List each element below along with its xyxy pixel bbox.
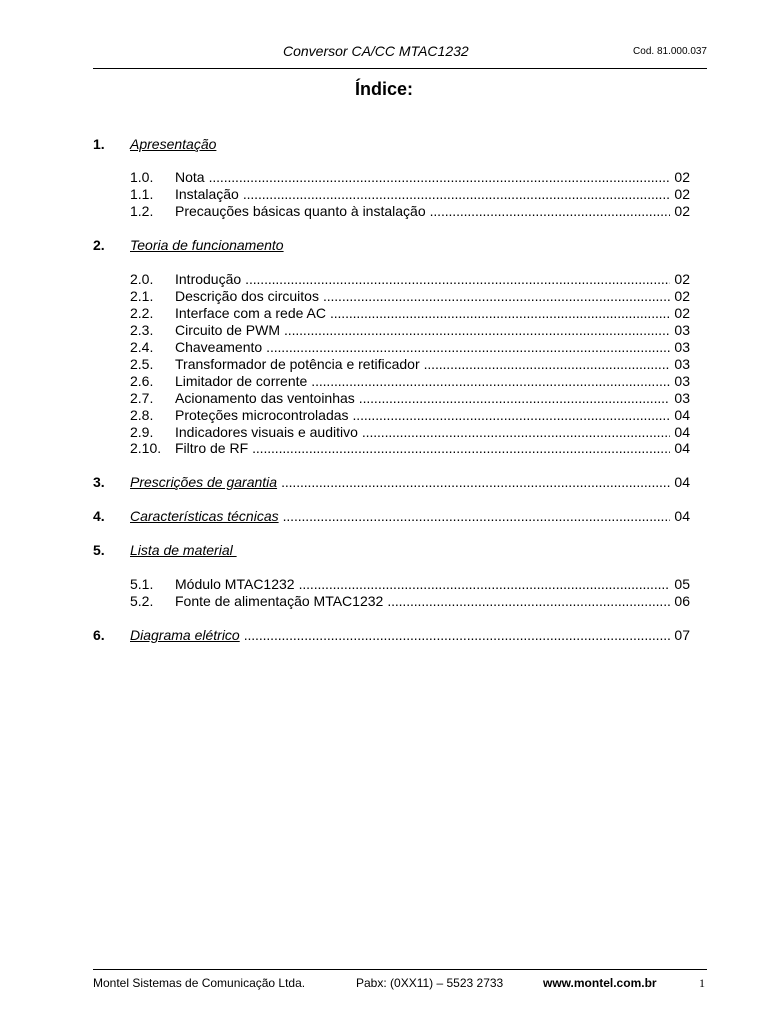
toc-section-caracteristicas[interactable] <box>93 507 690 525</box>
dot-leader <box>311 372 670 390</box>
entry-title[interactable]: Introdução <box>175 271 242 287</box>
dot-leader <box>244 626 671 644</box>
toc-section-apresentacao[interactable] <box>93 135 690 153</box>
entry-title[interactable]: Circuito de PWM <box>175 322 281 338</box>
dot-leader <box>299 575 671 593</box>
entry-number: 2.8. <box>130 407 154 423</box>
section-title[interactable]: Diagrama elétrico <box>130 627 240 643</box>
entry-title[interactable]: Acionamento das ventoinhas <box>175 390 355 406</box>
toc-entry-introducao[interactable] <box>130 270 690 288</box>
footer-divider <box>93 969 707 970</box>
document-code: Cod. 81.000.037 <box>633 46 707 57</box>
entry-number: 2.7. <box>130 390 154 406</box>
dot-leader <box>245 270 670 288</box>
entry-title[interactable]: Proteções microcontroladas <box>175 407 349 423</box>
dot-leader <box>266 338 670 356</box>
toc-entry-protecoes[interactable] <box>130 406 690 424</box>
entry-title[interactable]: Indicadores visuais e auditivo <box>175 424 358 440</box>
toc-section-garantia[interactable] <box>93 473 690 491</box>
toc-entry-limitador[interactable] <box>130 372 690 390</box>
entry-page: 04 <box>674 407 690 423</box>
entry-title[interactable]: Chaveamento <box>175 339 263 355</box>
page-number: 1 <box>699 976 705 990</box>
toc-entry-fonte[interactable] <box>130 592 690 610</box>
toc-entry-filtro-rf[interactable] <box>130 439 690 457</box>
dot-leader <box>252 439 670 457</box>
entry-title[interactable]: Interface com a rede AC <box>175 305 326 321</box>
section-title[interactable]: Teoria de funcionamento <box>130 237 284 253</box>
toc-entry-interface[interactable] <box>130 304 690 322</box>
entry-title[interactable]: Descrição dos circuitos <box>175 288 319 304</box>
dot-leader <box>243 185 671 203</box>
section-number: 6. <box>93 627 105 643</box>
toc-entry-ventoinhas[interactable] <box>130 389 690 407</box>
dot-leader <box>209 168 671 186</box>
entry-page: 05 <box>674 576 690 592</box>
entry-page: 02 <box>674 186 690 202</box>
entry-number: 5.1. <box>130 576 154 592</box>
entry-page: 03 <box>674 373 690 389</box>
dot-leader <box>424 355 671 373</box>
entry-title[interactable]: Filtro de RF <box>175 440 249 456</box>
entry-page: 02 <box>674 203 690 219</box>
entry-number: 2.6. <box>130 373 154 389</box>
entry-title[interactable]: Transformador de potência e retificador <box>175 356 420 372</box>
entry-page: 03 <box>674 390 690 406</box>
entry-number: 2.1. <box>130 288 154 304</box>
toc-entry-precaucoes[interactable] <box>130 202 690 220</box>
dot-leader <box>284 321 670 339</box>
dot-leader <box>330 304 670 322</box>
toc-section-teoria[interactable] <box>93 236 690 254</box>
entry-number: 1.1. <box>130 186 154 202</box>
entry-number: 2.2. <box>130 305 154 321</box>
entry-page: 06 <box>674 593 690 609</box>
section-number: 1. <box>93 136 105 152</box>
document-title: Conversor CA/CC MTAC1232 <box>283 43 469 59</box>
section-page: 04 <box>674 508 690 524</box>
section-page: 07 <box>674 627 690 643</box>
entry-number: 2.5. <box>130 356 154 372</box>
section-title[interactable]: Apresentação <box>130 136 217 152</box>
toc-entry-transformador[interactable] <box>130 355 690 373</box>
entry-number: 2.0. <box>130 271 154 287</box>
entry-title[interactable]: Módulo MTAC1232 <box>175 576 295 592</box>
entry-page: 04 <box>674 424 690 440</box>
toc-section-diagrama[interactable] <box>93 626 690 644</box>
section-title[interactable]: Características técnicas <box>130 508 279 524</box>
entry-page: 03 <box>674 339 690 355</box>
section-number: 3. <box>93 474 105 490</box>
website-link[interactable]: www.montel.com.br <box>543 976 657 990</box>
page-title: Índice: <box>354 79 413 99</box>
section-page: 04 <box>674 474 690 490</box>
entry-number: 2.9. <box>130 424 154 440</box>
section-title[interactable]: Lista de material <box>130 542 237 558</box>
phone-number: Pabx: (0XX11) – 5523 2733 <box>356 976 504 990</box>
section-title[interactable]: Prescrições de garantia <box>130 474 278 490</box>
entry-page: 02 <box>674 288 690 304</box>
entry-page: 03 <box>674 322 690 338</box>
entry-title[interactable]: Instalação <box>175 186 239 202</box>
toc-entry-pwm[interactable] <box>130 321 690 339</box>
entry-title[interactable]: Precauções básicas quanto à instalação <box>175 203 426 219</box>
entry-page: 02 <box>674 305 690 321</box>
dot-leader <box>430 202 671 220</box>
dot-leader <box>353 406 671 424</box>
company-name: Montel Sistemas de Comunicação Ltda. <box>93 976 306 990</box>
entry-page: 02 <box>674 271 690 287</box>
dot-leader <box>359 389 671 407</box>
dot-leader <box>323 287 670 305</box>
entry-title[interactable]: Limitador de corrente <box>175 373 308 389</box>
toc-entry-instalacao[interactable] <box>130 185 690 203</box>
toc-entry-modulo[interactable] <box>130 575 690 593</box>
toc-entry-nota[interactable] <box>130 168 690 186</box>
page-header <box>93 43 707 69</box>
entry-page: 04 <box>674 440 690 456</box>
entry-title[interactable]: Fonte de alimentação MTAC1232 <box>175 593 384 609</box>
entry-number: 1.0. <box>130 169 154 185</box>
entry-number: 2.4. <box>130 339 154 355</box>
dot-leader <box>283 507 671 525</box>
entry-number: 1.2. <box>130 203 154 219</box>
entry-number: 5.2. <box>130 593 154 609</box>
entry-page: 02 <box>674 169 690 185</box>
toc-section-lista-material[interactable] <box>93 541 690 559</box>
entry-title[interactable]: Nota <box>175 169 205 185</box>
entry-page: 03 <box>674 356 690 372</box>
header-divider <box>93 68 707 69</box>
toc-entry-chaveamento[interactable] <box>130 338 690 356</box>
page-footer <box>93 976 707 992</box>
entry-number: 2.10. <box>130 440 162 456</box>
dot-leader <box>387 592 670 610</box>
section-number: 2. <box>93 237 105 253</box>
dot-leader <box>281 473 670 491</box>
entry-number: 2.3. <box>130 322 154 338</box>
toc-entry-descricao[interactable] <box>130 287 690 305</box>
section-number: 5. <box>93 542 105 558</box>
section-number: 4. <box>93 508 105 524</box>
